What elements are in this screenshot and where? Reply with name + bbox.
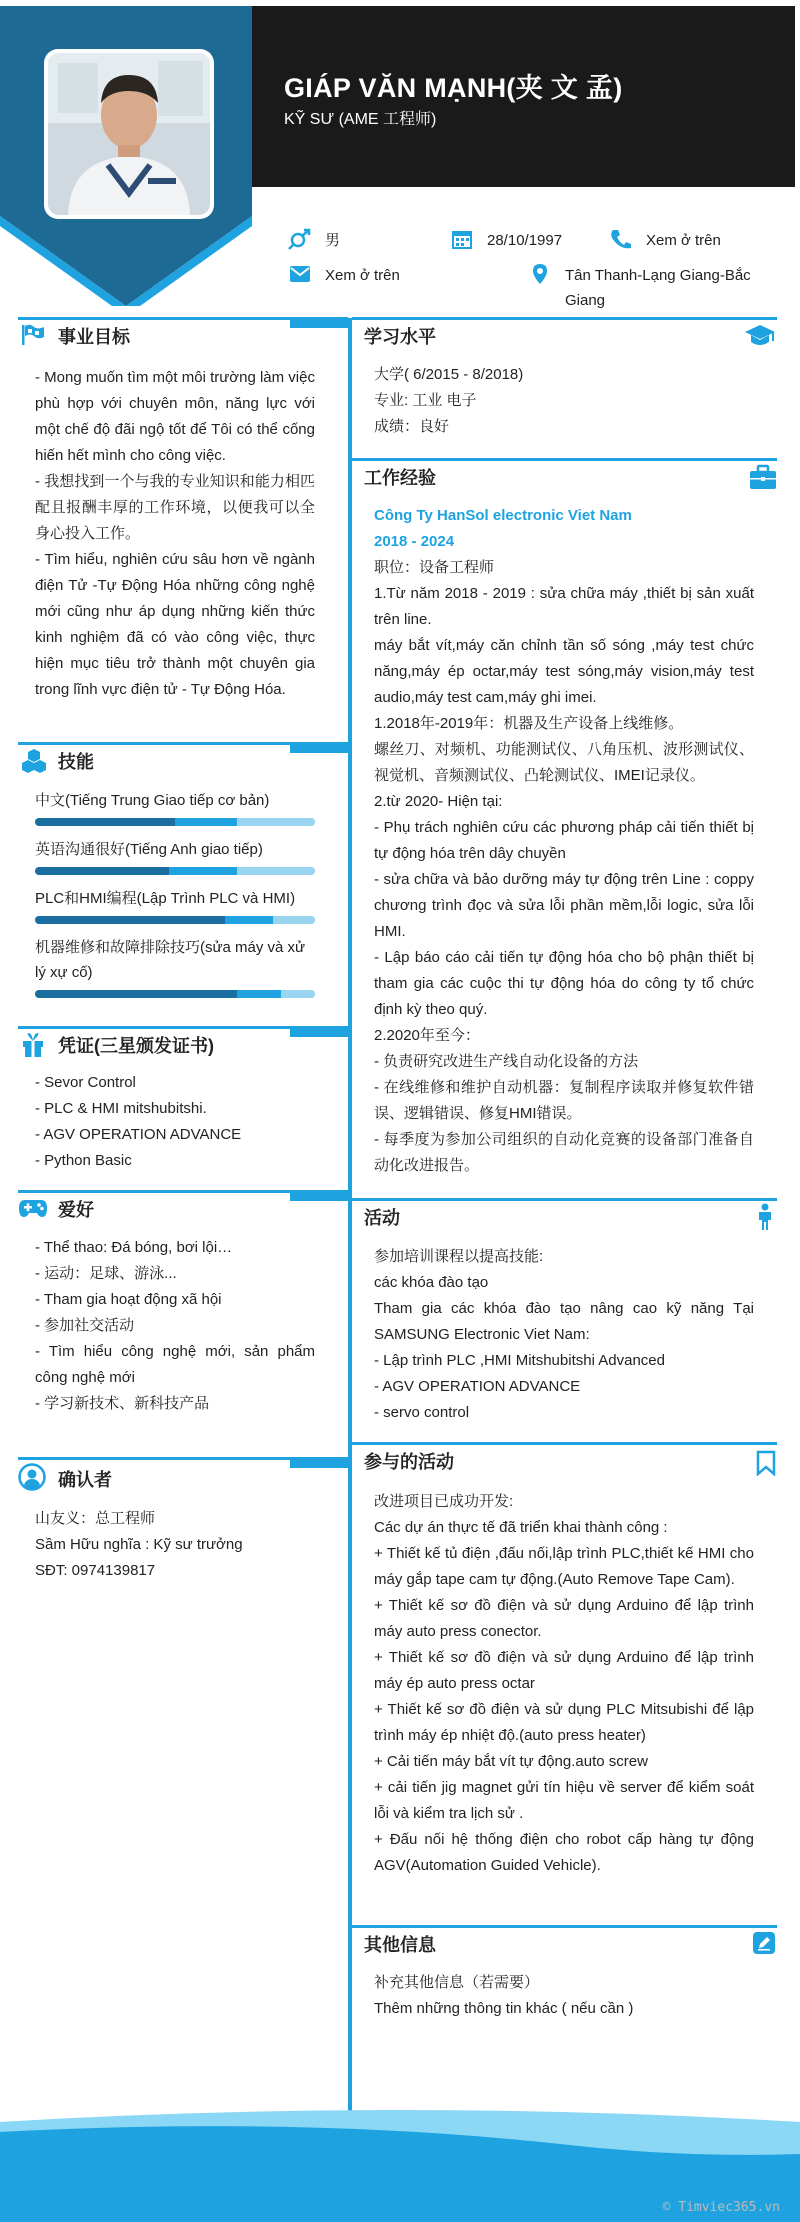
- education-text: [374, 362, 754, 440]
- experience-line: 1.2018年-2019年：机器及生产设备上线维修。: [374, 715, 684, 732]
- career-paragraph: - Mong muốn tìm một môi trường làm việc phù hợp với chuyên môn, năng lực với một chế độ đãi ngộ tốt để Tôi có thể cống hiến hết mình cho công việc.: [35, 369, 315, 464]
- education-line: 大学( 6/2015 - 8/2018): [374, 366, 524, 383]
- skill-bar: [35, 916, 315, 924]
- experience-line: - 在线维修和维护自动机器：复制程序读取并修复软件错误、逻辑错误、修复HMI错误。: [374, 1079, 754, 1122]
- hobbies-divider-accent: [290, 1192, 348, 1201]
- referee-line: SĐT: 0974139817: [35, 1562, 156, 1579]
- project-line: + Đấu nối hệ thống điện cho robot cấp hàng tự động AGV(Automation Guided Vehicle).: [374, 1831, 754, 1874]
- gamepad-icon: [18, 1196, 48, 1220]
- projects-divider: [352, 1442, 777, 1445]
- hobbies-list: [35, 1235, 315, 1417]
- activity-line: các khóa đào tạo: [374, 1274, 489, 1291]
- cert-item: - Python Basic: [35, 1152, 132, 1169]
- skill-label: 中文(Tiếng Trung Giao tiếp cơ bản): [35, 792, 270, 809]
- referee-info: [35, 1506, 315, 1584]
- birthday-value: 28/10/1997: [487, 232, 563, 249]
- activity-line: - AGV OPERATION ADVANCE: [374, 1378, 581, 1395]
- experience-divider: [352, 458, 777, 461]
- career-paragraph: - 我想找到一个与我的专业知识和能力相匹配且报酬丰厚的工作环境，以便我可以全身心投入工作。: [35, 473, 315, 542]
- info-email: [287, 263, 400, 288]
- experience-line: 1.Từ năm 2018 - 2019 : sửa chữa máy ,thiết bị sản xuất trên line.: [374, 585, 754, 628]
- person-icon: [756, 1203, 774, 1231]
- experience-title: 工作经验: [364, 468, 436, 488]
- experience-period: 2018 - 2024: [374, 533, 455, 550]
- gift-icon: [20, 1032, 46, 1058]
- project-line: + Thiết kế sơ đồ điện và sử dụng Arduino để lập trình máy auto press conector.: [374, 1597, 754, 1640]
- experience-line: - Lập báo cáo cải tiến tự động hóa cho bộ phận thiết bị tham gia các cuộc thi tự động hóa do công ty tổ chức định kỳ theo quý.: [374, 949, 754, 1018]
- skill-label: 机器维修和故障排除技巧(sửa máy và xử lý xự cố): [35, 939, 306, 981]
- flag-icon: [20, 323, 46, 347]
- column-divider: [348, 318, 352, 2133]
- gender-value: 男: [325, 232, 341, 249]
- watermark: © Timviec365.vn: [662, 2200, 780, 2215]
- cert-item: - PLC & HMI mitshubitshi.: [35, 1100, 207, 1117]
- skill-bar: [35, 990, 315, 998]
- education-line: 成绩：良好: [374, 418, 450, 435]
- hobby-item: - 运动：足球、游泳...: [35, 1265, 177, 1282]
- other-line: Thêm những thông tin khác ( nếu cần ): [374, 2000, 634, 2017]
- experience-line: - 每季度为参加公司组织的自动化竞赛的设备部门准备自动化改进报告。: [374, 1131, 754, 1174]
- location-pin-icon: [527, 263, 553, 285]
- activities-title: 活动: [364, 1208, 400, 1228]
- hobby-item: - 参加社交活动: [35, 1317, 135, 1334]
- experience-line: 职位：设备工程师: [374, 559, 495, 576]
- address-value: Tân Thanh-Lạng Giang-Bắc Giang: [565, 267, 751, 309]
- project-line: 改进项目已成功开发:: [374, 1493, 514, 1510]
- edit-pencil-icon: [752, 1931, 776, 1955]
- certs-divider-accent: [290, 1028, 348, 1037]
- education-line: 专业: 工业 电子: [374, 392, 477, 409]
- experience-line: 2.2020年至今：: [374, 1027, 480, 1044]
- skills-divider-accent: [290, 744, 348, 753]
- company-name: Công Ty HanSol electronic Viet Nam: [374, 507, 632, 524]
- skill-bar: [35, 867, 315, 875]
- referee-title: 确认者: [58, 1470, 112, 1490]
- hobby-item: - Tìm hiểu công nghệ mới, sản phẩm công nghệ mới: [35, 1343, 315, 1386]
- referee-line: Sầm Hữu nghĩa : Kỹ sư trưởng: [35, 1536, 243, 1553]
- experience-line: - Phụ trách nghiên cứu các phương pháp cải tiến thiết bị tự động hóa trên dây chuyền: [374, 819, 754, 862]
- experience-line: - sửa chữa và bảo dưỡng máy tự động trên Line : coppy chương trình đọc và sửa lỗi phần mềm,lỗi logic, sửa lỗi HMI.: [374, 871, 754, 940]
- project-line: + Thiết kế tủ điện ,đấu nối,lập trình PLC,thiết kế HMI cho máy gắp tape cam tự động.(Auto Remove Tape Cam).: [374, 1545, 754, 1588]
- hobby-item: - 学习新技术、新科技产品: [35, 1395, 210, 1412]
- briefcase-icon: [749, 464, 777, 490]
- phone-value: Xem ở trên: [646, 232, 721, 249]
- referee-divider-accent: [290, 1459, 348, 1468]
- info-phone: [608, 228, 721, 253]
- bookmark-icon: [756, 1450, 776, 1476]
- info-address: [527, 263, 767, 313]
- other-divider: [352, 1925, 777, 1928]
- candidate-job-title: KỸ SƯ (AME 工程师): [284, 111, 437, 128]
- user-circle-icon: [18, 1463, 46, 1491]
- career-divider-accent: [290, 319, 348, 328]
- activity-line: - servo control: [374, 1404, 470, 1421]
- email-icon: [287, 263, 313, 285]
- other-line: 补充其他信息（若需要）: [374, 1974, 540, 1991]
- project-line: + cải tiến jig magnet gửi tín hiệu về server để kiểm soát lỗi và kiểm tra lịch sử .: [374, 1779, 754, 1822]
- hobby-item: - Tham gia hoạt động xã hội: [35, 1291, 222, 1308]
- skill-label: 英语沟通很好(Tiếng Anh giao tiếp): [35, 841, 263, 858]
- skills-title: 技能: [58, 752, 94, 772]
- gender-icon: [287, 228, 313, 250]
- experience-line: máy bắt vít,máy căn chỉnh tần số sóng ,máy test chức năng,máy ép octar,máy test sóng,máy vision,máy test audio,máy test cam,máy ghi imei.: [374, 637, 754, 706]
- career-objective-text: [35, 365, 315, 703]
- email-value: Xem ở trên: [325, 267, 400, 284]
- certs-list: [35, 1070, 315, 1174]
- project-line: + Cải tiến máy bắt vít tự động.auto screw: [374, 1753, 648, 1770]
- calendar-icon: [449, 228, 475, 250]
- hobby-item: - Thể thao: Đá bóng, bơi lội…: [35, 1239, 233, 1256]
- referee-line: 山友义：总工程师: [35, 1510, 156, 1527]
- career-title: 事业目标: [58, 327, 130, 347]
- cert-item: - AGV OPERATION ADVANCE: [35, 1126, 242, 1143]
- activity-line: Tham gia các khóa đào tạo nâng cao kỹ năng Tại SAMSUNG Electronic Viet Nam:: [374, 1300, 754, 1343]
- cert-item: - Sevor Control: [35, 1074, 136, 1091]
- info-gender: [287, 228, 340, 253]
- projects-title: 参与的活动: [364, 1452, 454, 1472]
- profile-photo: [44, 49, 214, 219]
- experience-text: [374, 503, 754, 1179]
- experience-line: - 负责研究改进生产线自动化设备的方法: [374, 1053, 639, 1070]
- experience-line: 2.từ 2020- Hiện tại:: [374, 793, 503, 810]
- candidate-name: GIÁP VĂN MẠNH(夹 文 孟): [284, 73, 623, 103]
- project-line: + Thiết kế sơ đồ điện và sử dụng PLC Mitsubishi để lập trình máy ép nhiệt độ.(auto press heater): [374, 1701, 754, 1744]
- experience-line: 螺丝刀、对频机、功能测试仪、八角压机、波形测试仪、视觉机、音频测试仪、凸轮测试仪、IMEI记录仪。: [374, 741, 754, 784]
- info-birthday: [449, 228, 562, 253]
- activity-line: 参加培训课程以提高技能:: [374, 1248, 544, 1265]
- career-paragraph: - Tìm hiểu, nghiên cứu sâu hơn về ngành điện Tử -Tự Động Hóa những công nghệ mới cũng như áp dụng những kiến thức kinh nghiệm đã có vào công việc, thực hiện mục tiêu trở thành một chuyên gia trong lĩnh vực điện tử - Tự Động Hóa.: [35, 551, 315, 698]
- skill-label: PLC和HMI编程(Lập Trình PLC và HMI): [35, 890, 296, 907]
- skill-bar: [35, 818, 315, 826]
- other-title: 其他信息: [364, 1935, 436, 1955]
- activity-line: - Lập trình PLC ,HMI Mitshubitshi Advanced: [374, 1352, 665, 1369]
- graduation-cap-icon: [744, 322, 776, 350]
- cubes-icon: [20, 748, 48, 774]
- projects-text: [374, 1489, 754, 1879]
- phone-icon: [608, 228, 634, 250]
- hobbies-title: 爱好: [58, 1200, 94, 1220]
- activities-text: [374, 1244, 754, 1426]
- other-text: [374, 1970, 754, 2022]
- education-divider: [352, 317, 777, 320]
- education-title: 学习水平: [364, 327, 436, 347]
- certs-title: 凭证(三星颁发证书): [58, 1036, 214, 1056]
- activities-divider: [352, 1198, 777, 1201]
- project-line: + Thiết kế sơ đồ điện và sử dụng Arduino để lập trình máy ép auto press octar: [374, 1649, 754, 1692]
- project-line: Các dự án thực tế đã triển khai thành công :: [374, 1519, 668, 1536]
